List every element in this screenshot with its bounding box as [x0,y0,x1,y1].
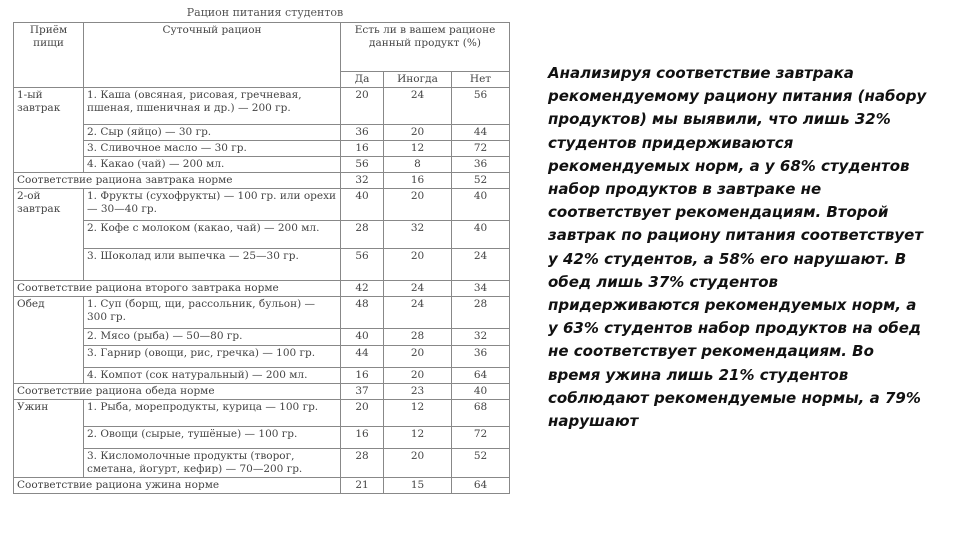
summary-label: Соответствие рациона второго завтрака норме [14,281,341,297]
meal-label: Ужин [14,400,84,478]
table-row [14,329,510,346]
no-value: 72 [452,427,510,449]
no-value: 24 [452,249,510,281]
yes-value: 36 [341,125,384,141]
no-value: 36 [452,346,510,368]
table-row [14,449,510,478]
table-row [14,221,510,249]
product-cell: 3. Кисломолочные продукты (творог, сметана, йогурт, кефир) — 70—200 гр. [84,449,341,478]
no-value: 52 [452,449,510,478]
summary-yes: 32 [341,173,384,189]
header-no: Нет [452,72,510,88]
sometimes-value: 20 [384,449,452,478]
yes-value: 44 [341,346,384,368]
sometimes-value: 8 [384,157,452,173]
table-row [14,141,510,157]
summary-label: Соответствие рациона ужина норме [14,478,341,494]
table-row [14,88,510,125]
product-cell: 1. Рыба, морепродукты, курица — 100 гр. [84,400,341,427]
no-value: 64 [452,368,510,384]
summary-no: 52 [452,173,510,189]
no-value: 40 [452,189,510,221]
product-cell: 2. Овощи (сырые, тушёные) — 100 гр. [84,427,341,449]
table-row [14,189,510,221]
table-row [14,125,510,141]
no-value: 36 [452,157,510,173]
sometimes-value: 24 [384,297,452,329]
summary-yes: 37 [341,384,384,400]
commentary-text: Анализируя соответствие завтрака рекомендуемому рациону питания (набору продуктов) мы выявили, что лишь 32% студентов придерживаются рекомендуемых норм, а у 68% студентов набор продуктов в завтраке не соответствует рекомендациям. Второй завтрак по рациону питания соответствует у 42% студентов, а 58% его нарушают. В обед лишь 37% студентов придерживаются рекомендуемых норм, а у 63% студентов набор продуктов на обед не соответствует рекомендациям. Во время ужина лишь 21% студентов соблюдают рекомендуемые нормы, а 79% нарушают [548,64,927,431]
sometimes-value: 12 [384,141,452,157]
sometimes-value: 20 [384,346,452,368]
product-cell: 4. Какао (чай) — 200 мл. [84,157,341,173]
yes-value: 56 [341,249,384,281]
yes-value: 16 [341,427,384,449]
product-cell: 3. Сливочное масло — 30 гр. [84,141,341,157]
yes-value: 28 [341,449,384,478]
summary-row [14,478,510,494]
summary-no: 40 [452,384,510,400]
table-row [14,400,510,427]
summary-label: Соответствие рациона обеда норме [14,384,341,400]
product-cell: 1. Фрукты (сухофрукты) — 100 гр. или орехи — 30—40 гр. [84,189,341,221]
table-row [14,368,510,384]
product-cell: 3. Шоколад или выпечка — 25—30 гр. [84,249,341,281]
table-row [14,346,510,368]
no-value: 40 [452,221,510,249]
yes-value: 40 [341,329,384,346]
header-question: Есть ли в вашем рационе данный продукт (%) [341,23,510,72]
header-row [14,23,510,72]
no-value: 72 [452,141,510,157]
sometimes-value: 20 [384,368,452,384]
product-cell: 4. Компот (сок натуральный) — 200 мл. [84,368,341,384]
summary-sometimes: 24 [384,281,452,297]
yes-value: 48 [341,297,384,329]
summary-row [14,281,510,297]
no-value: 68 [452,400,510,427]
yes-value: 20 [341,400,384,427]
sometimes-value: 12 [384,427,452,449]
yes-value: 28 [341,221,384,249]
summary-row [14,384,510,400]
no-value: 56 [452,88,510,125]
no-value: 28 [452,297,510,329]
meal-label: Обед [14,297,84,384]
summary-no: 64 [452,478,510,494]
sometimes-value: 20 [384,125,452,141]
sometimes-value: 32 [384,221,452,249]
header-daily: Суточный рацион [84,23,341,88]
header-sometimes: Иногда [384,72,452,88]
summary-yes: 42 [341,281,384,297]
table-title: Рацион питания студентов [186,6,344,19]
meal-label: 2-ой завтрак [14,189,84,281]
summary-no: 34 [452,281,510,297]
table-row [14,427,510,449]
table-row [14,297,510,329]
no-value: 32 [452,329,510,346]
yes-value: 40 [341,189,384,221]
yes-value: 20 [341,88,384,125]
summary-yes: 21 [341,478,384,494]
sometimes-value: 20 [384,189,452,221]
summary-row [14,173,510,189]
no-value: 44 [452,125,510,141]
product-cell: 2. Сыр (яйцо) — 30 гр. [84,125,341,141]
yes-value: 16 [341,368,384,384]
sometimes-value: 24 [384,88,452,125]
ration-table-body [14,23,510,494]
sometimes-value: 20 [384,249,452,281]
yes-value: 16 [341,141,384,157]
summary-label: Соответствие рациона завтрака норме [14,173,341,189]
summary-sometimes: 16 [384,173,452,189]
product-cell: 2. Мясо (рыба) — 50—80 гр. [84,329,341,346]
table-row [14,157,510,173]
sometimes-value: 28 [384,329,452,346]
product-cell: 1. Суп (борщ, щи, рассольник, бульон) — 300 гр. [84,297,341,329]
product-cell: 2. Кофе с молоком (какао, чай) — 200 мл. [84,221,341,249]
summary-sometimes: 15 [384,478,452,494]
product-cell: 3. Гарнир (овощи, рис, гречка) — 100 гр. [84,346,341,368]
sometimes-value: 12 [384,400,452,427]
summary-sometimes: 23 [384,384,452,400]
header-meal: Приём пищи [14,23,84,88]
product-cell: 1. Каша (овсяная, рисовая, гречневая, пшеная, пшеничная и др.) — 200 гр. [84,88,341,125]
ration-table [13,22,510,494]
table-row [14,249,510,281]
yes-value: 56 [341,157,384,173]
header-yes: Да [341,72,384,88]
meal-label: 1-ый завтрак [14,88,84,173]
